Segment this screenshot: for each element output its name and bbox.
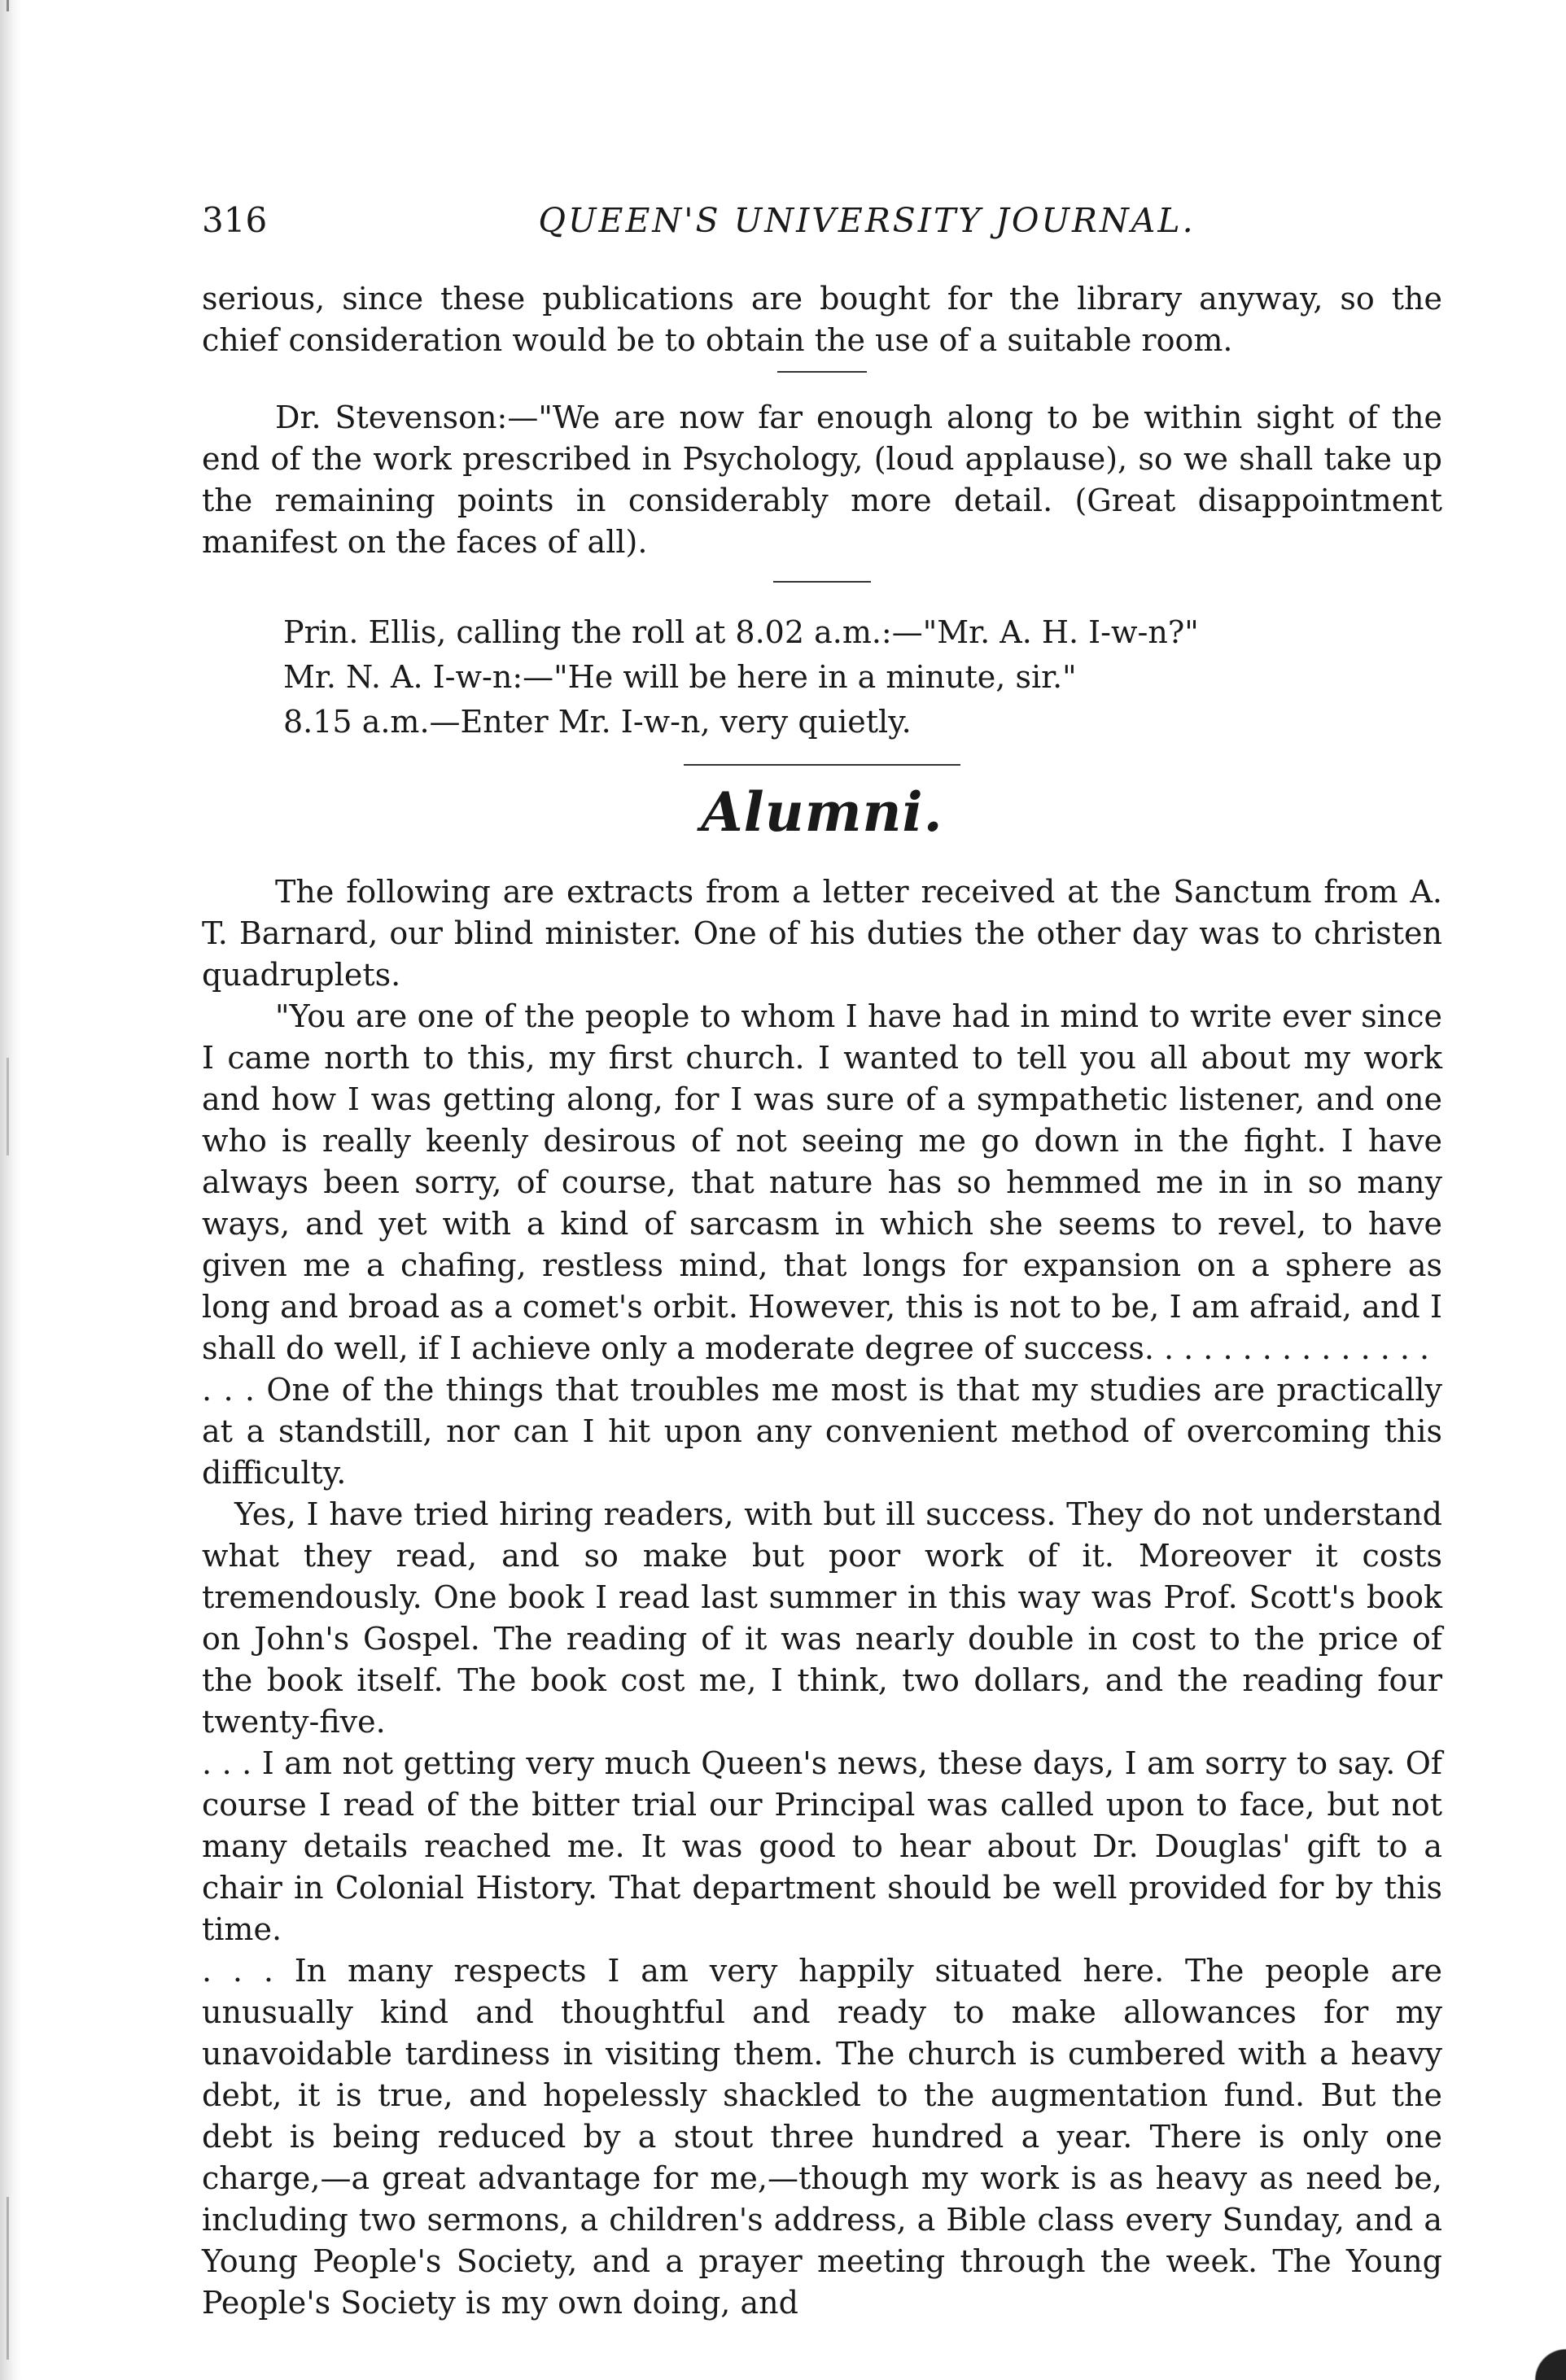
letter-paragraph: "You are one of the people to whom I have had in mind to write ever since I came north to this, my first church. I wanted to tell you all about my work and how I was getting along, for I was sure of a sympathetic listener, and one who is really keenly desirous of not seeing me go down in the fight. I have always been sorry, of course, that nature has so hemmed me in in so many ways, and yet with a kind of sarcasm in which she seems to revel, to have given me a chafing, restless mind, that longs for expansion on a sphere as long and broad as a comet's orbit. However, this is not to be, I am afraid, and I shall do well, if I achieve only a moderate degree of success. . . . . . . . . . . . . . .: [202, 998, 1442, 1366]
section-rule: [684, 764, 960, 766]
roll-call-line: Mr. N. A. I-w-n:—"He will be here in a minute, sir.": [283, 659, 1077, 695]
letter-paragraph: . . . In many respects I am very happily situated here. The people are unusually kind and thoughtful and ready to make allowances for my unavoidable tardiness in visiting them. The church is cumbered with a heavy debt, it is true, and hopelessly shackled to the augmentation fund. But the debt is being reduced by a stout three hundred a year. There is only one charge,—a great advantage for me,—though my work is as heavy as need be, including two sermons, a children's address, a Bible class every Sunday, and a Young People's Society, and a prayer meeting through the week. The Young People's Society is my own doing, and: [202, 1953, 1442, 2321]
separator-rule: [777, 371, 867, 373]
letter-paragraph: Yes, I have tried hiring readers, with but ill success. They do not understand what they read, and so make but poor work of it. Moreover it costs tremendously. One book I read last summer in this way was Prof. Scott's book on John's Gospel. The reading of it was nearly double in cost to the price of the book itself. The book cost me, I think, two dollars, and the reading four twenty-five.: [202, 1496, 1442, 1740]
section-heading-alumni: Alumni.: [701, 780, 943, 844]
article-intro: The following are extracts from a letter received at the Sanctum from A. T. Barnard, our blind minister. One of his duties the other day was to christen quadruplets.: [202, 874, 1442, 993]
letter-paragraph: . . . I am not getting very much Queen's news, these days, I am sorry to say. Of course I read of the bitter trial our Principal was called upon to face, but not many details reached me. It was good to hear about Dr. Douglas' gift to a chair in Colonial History. That department should be well provided for by this time.: [202, 1745, 1442, 1947]
alumni-article: [202, 871, 1442, 2324]
separator-rule: [773, 581, 871, 583]
running-title: QUEEN'S UNIVERSITY JOURNAL.: [538, 201, 1196, 240]
journal-page: [202, 200, 1442, 2324]
letter-paragraph: . . . One of the things that troubles me most is that my studies are practically at a standstill, nor can I hit upon any convenient method of overcoming this difficulty.: [202, 1372, 1442, 1491]
page-edge-shadow: [0, 0, 21, 2380]
page-number: 316: [202, 200, 268, 240]
edge-mark: [7, 1058, 9, 1155]
page-corner-curl: [1517, 2323, 1566, 2380]
edge-mark: [7, 0, 9, 11]
roll-call-line: 8.15 a.m.—Enter Mr. I-w-n, very quietly.: [283, 704, 912, 740]
paragraph-stevenson: Dr. Stevenson:—"We are now far enough along to be within sight of the end of the work prescribed in Psychology, (loud applause), so we shall take up the remaining points in considerably more detail. (Great disappointment manifest on the faces of all).: [202, 400, 1442, 560]
edge-mark: [7, 2197, 9, 2360]
paragraph-continued: serious, since these publications are bought for the library anyway, so the chief consideration would be to obtain the use of a suitable room.: [202, 281, 1442, 358]
roll-call-block: [202, 612, 1442, 743]
page-header: [202, 200, 1442, 244]
roll-call-line: Prin. Ellis, calling the roll at 8.02 a.m.:—"Mr. A. H. I-w-n?": [283, 614, 1199, 650]
